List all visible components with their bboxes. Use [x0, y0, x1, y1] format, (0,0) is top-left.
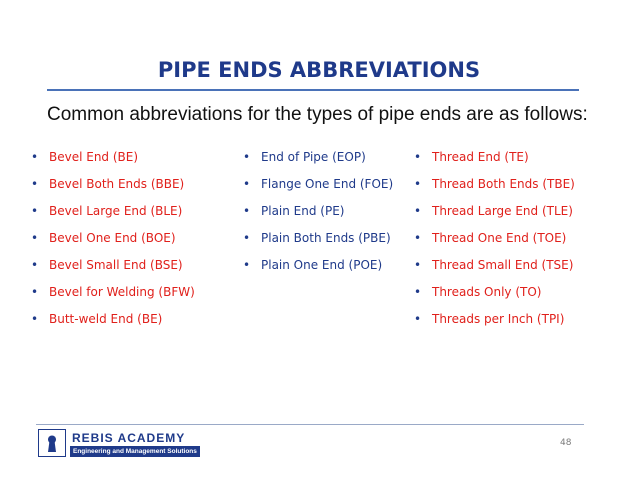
logo-tagline: Engineering and Management Solutions	[70, 446, 200, 457]
list-item-label: Flange One End (FOE)	[261, 177, 394, 191]
page-title: PIPE ENDS ABBREVIATIONS	[157, 58, 481, 82]
list-item	[31, 284, 195, 311]
logo-name: REBIS ACADEMY	[72, 431, 186, 445]
list-item	[243, 257, 393, 284]
list-item-label: Bevel One End (BOE)	[49, 231, 176, 245]
list-item-label: Thread End (TE)	[432, 150, 529, 164]
list-item	[243, 176, 393, 203]
column-plain	[243, 149, 393, 284]
list-item	[414, 149, 575, 176]
bullet-icon: •	[31, 312, 39, 326]
list-item-label: Bevel Large End (BLE)	[49, 204, 183, 218]
list-item-label: Plain Both Ends (PBE)	[261, 231, 391, 245]
list-item	[414, 311, 575, 338]
list-item	[414, 230, 575, 257]
bullet-icon: •	[31, 204, 39, 218]
list-item-label: Thread Both Ends (TBE)	[432, 177, 575, 191]
bullet-icon: •	[31, 150, 39, 164]
bullet-icon: •	[31, 231, 39, 245]
list-item	[414, 176, 575, 203]
bullet-icon: •	[31, 285, 39, 299]
list-item-label: Plain One End (POE)	[261, 258, 383, 272]
list-item	[414, 203, 575, 230]
bullet-icon: •	[243, 231, 251, 245]
bullet-icon: •	[243, 150, 251, 164]
bullet-icon: •	[414, 177, 422, 191]
list-item-label: End of Pipe (EOP)	[261, 150, 366, 164]
list-item-label: Thread One End (TOE)	[432, 231, 567, 245]
list-item-label: Thread Small End (TSE)	[432, 258, 574, 272]
bullet-icon: •	[414, 312, 422, 326]
bullet-icon: •	[243, 177, 251, 191]
bullet-icon: •	[243, 258, 251, 272]
list-item-label: Plain End (PE)	[261, 204, 345, 218]
list-item-label: Bevel Small End (BSE)	[49, 258, 183, 272]
list-item	[31, 149, 195, 176]
list-item	[31, 230, 195, 257]
bullet-icon: •	[31, 177, 39, 191]
footer-divider	[36, 424, 584, 425]
bullet-icon: •	[414, 150, 422, 164]
list-item	[243, 149, 393, 176]
list-item	[31, 257, 195, 284]
list-item	[31, 176, 195, 203]
list-item-label: Thread Large End (TLE)	[432, 204, 573, 218]
list-item	[31, 311, 195, 338]
rebis-academy-logo	[38, 429, 197, 459]
list-item	[243, 203, 393, 230]
list-item-label: Bevel for Welding (BFW)	[49, 285, 195, 299]
list-item-label: Threads per Inch (TPI)	[432, 312, 565, 326]
column-bevel	[31, 149, 195, 338]
list-item-label: Bevel End (BE)	[49, 150, 139, 164]
bullet-icon: •	[414, 258, 422, 272]
bullet-icon: •	[414, 204, 422, 218]
bullet-icon: •	[243, 204, 251, 218]
list-item-label: Threads Only (TO)	[432, 285, 542, 299]
title-underline	[47, 89, 579, 91]
list-item-label: Butt-weld End (BE)	[49, 312, 163, 326]
bullet-icon: •	[414, 285, 422, 299]
list-item	[414, 284, 575, 311]
list-item	[243, 230, 393, 257]
list-item-label: Bevel Both Ends (BBE)	[49, 177, 185, 191]
keyhole-icon	[38, 429, 66, 457]
page-number: 48	[560, 438, 572, 448]
slide-subtitle: Common abbreviations for the types of pipe ends are as follows:	[47, 104, 588, 125]
list-item	[31, 203, 195, 230]
bullet-icon: •	[414, 231, 422, 245]
column-thread	[414, 149, 575, 338]
bullet-icon: •	[31, 258, 39, 272]
list-item	[414, 257, 575, 284]
